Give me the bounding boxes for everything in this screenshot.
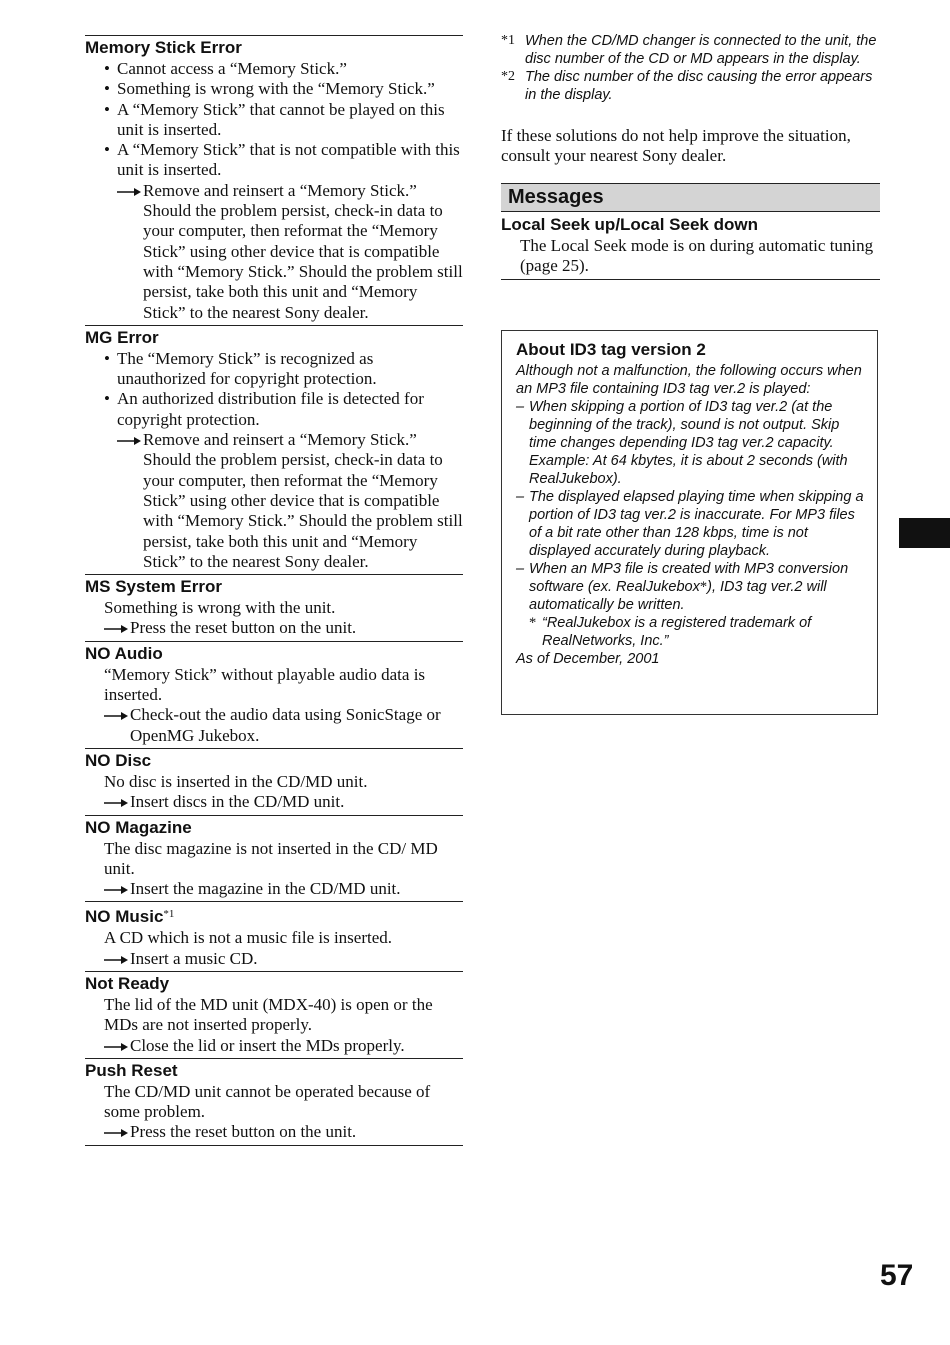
arrow-right-icon: [104, 1122, 130, 1137]
arrow-right-icon: [104, 792, 130, 807]
arrow-right-icon: [104, 705, 130, 720]
footnote-2: [501, 68, 880, 104]
arrow-right-icon: [104, 618, 130, 633]
remedy-line: [104, 618, 463, 638]
entry-no-audio: [85, 641, 463, 748]
entry-not-ready: [85, 971, 463, 1058]
cause-text: The CD/MD unit cannot be operated because of some problem.: [104, 1081, 431, 1122]
message-text: The Local Seek mode is on during automatic tuning (page 25).: [520, 235, 874, 275]
arrow-right-icon: [104, 949, 130, 964]
cause-bullet: • A “Memory Stick” that is not compatible with this unit is inserted.: [117, 140, 463, 181]
id3-info-box: [501, 330, 878, 715]
cause-bullet: • A “Memory Stick” that cannot be played on this unit is inserted.: [117, 100, 463, 141]
dash-mark: –: [516, 489, 525, 505]
entry-title: Memory Stick Error: [85, 38, 242, 57]
footnote-ref: *1: [163, 908, 175, 921]
section-thumb-tab: [899, 518, 950, 548]
cause-text: “Memory Stick” without playable audio data is inserted.: [104, 664, 426, 705]
cause-text: No disc is inserted in the CD/MD unit.: [104, 771, 368, 791]
footnote-mark: *2: [501, 69, 515, 84]
entry-title: Local Seek up/Local Seek down: [501, 214, 758, 234]
id3-item: [516, 560, 865, 614]
cause-text: Something is wrong with the unit.: [104, 598, 336, 618]
id3-item-text: When skipping a portion of ID3 tag ver.2 (at the beginning of the track), sound is not output. Skip time changes depending ID3 tag ver.2 capacity.: [529, 399, 840, 451]
remedy-text: Press the reset button on the unit.: [130, 1122, 357, 1142]
remedy-line: [104, 949, 463, 969]
entry-push-reset: [85, 1058, 463, 1146]
entry-title: NO Disc: [85, 750, 152, 770]
asterisk-ref: *: [699, 579, 708, 595]
id3-example: Example: At 64 kbytes, it is about 2 seconds (with RealJukebox).: [529, 453, 848, 487]
footnote-text: When the CD/MD changer is connected to the unit, the disc number of the CD or MD appears in the display.: [525, 33, 877, 67]
entry-local-seek: [501, 212, 880, 281]
remedy-text: Insert discs in the CD/MD unit.: [130, 792, 345, 812]
trademark-note: [516, 614, 865, 650]
trademark-text: “RealJukebox is a registered trademark of RealNetworks, Inc.”: [542, 615, 812, 649]
troubleshooting-list: [85, 35, 463, 1146]
cause-text: The disc magazine is not inserted in the CD/ MD unit.: [104, 838, 438, 878]
entry-no-disc: [85, 748, 463, 815]
arrow-right-icon: [104, 1036, 130, 1051]
id3-box-title: About ID3 tag version 2: [516, 340, 706, 359]
entry-title: MG Error: [85, 327, 159, 347]
date-note: As of December, 2001: [516, 651, 660, 667]
entry-title: NO Audio: [85, 643, 163, 663]
dash-mark: –: [516, 399, 525, 415]
id3-item-text: When an MP3 file is created with MP3 conversion software (ex. RealJukebox: [529, 561, 849, 595]
arrow-right-icon: [117, 430, 143, 445]
remedy-text: Insert the magazine in the CD/MD unit.: [130, 879, 401, 899]
remedy-text: Close the lid or insert the MDs properly.: [130, 1035, 405, 1055]
remedy-text: Check-out the audio data using SonicStage or OpenMG Jukebox.: [130, 705, 441, 745]
entry-mg-error: [85, 325, 463, 574]
cause-bullet: • The “Memory Stick” is recognized as unauthorized for copyright protection.: [117, 349, 463, 390]
remedy-line: [104, 1122, 463, 1142]
remedy-line: [104, 879, 463, 899]
entry-title-text: NO Music: [85, 907, 164, 927]
entry-title: MS System Error: [85, 577, 222, 597]
remedy-line: [104, 792, 463, 812]
remedy-line: [104, 1036, 463, 1056]
id3-item: [516, 488, 865, 560]
remedy-line: [117, 181, 463, 323]
id3-item-text-cont: ), ID3 tag ver.2 will automatically be written.: [529, 579, 827, 613]
remedy-text: Press the reset button on the unit.: [130, 618, 357, 638]
cause-text: The lid of the MD unit (MDX-40) is open or the MDs are not inserted properly.: [104, 994, 433, 1035]
cause-bullet: • An authorized distribution file is detected for copyright protection.: [117, 389, 463, 430]
id3-item-text: The displayed elapsed playing time when skipping a portion of ID3 tag ver.2 is inaccurate. For MP3 files of a bit rate other than 128 kbps, time is not displayed accurately during playback.: [529, 489, 864, 559]
advice-text: If these solutions do not help improve the situation, consult your nearest Sony dealer.: [501, 126, 851, 166]
cause-bullet: • Cannot access a “Memory Stick.”: [117, 59, 463, 79]
remedy-line: [117, 430, 463, 572]
id3-item: [516, 398, 865, 488]
footnote-1: [501, 32, 880, 68]
entry-title: [85, 903, 463, 928]
cause-text: A CD which is not a music file is inserted.: [104, 928, 393, 948]
remedy-text: Remove and reinsert a “Memory Stick.” Should the problem persist, check-in data to your computer, then reformat the “Memory Stick” using other device that is compatible with “Memory Stick.” Should the problem still persist, take both this unit and “Memory Stick” to the nearest Sony dealer.: [143, 430, 463, 571]
remedy-text: Remove and reinsert a “Memory Stick.” Should the problem persist, check-in data to your computer, then reformat the “Memory Stick” using other device that is compatible with “Memory Stick.” Should the problem still persist, take both this unit and “Memory Stick” to the nearest Sony dealer.: [143, 180, 463, 322]
entry-no-music: [85, 901, 463, 971]
id3-intro: Although not a malfunction, the following occurs when an MP3 file containing ID3 tag ver.2 is played:: [516, 363, 862, 397]
entry-ms-system-error: [85, 574, 463, 641]
entry-title: Not Ready: [85, 973, 170, 993]
messages-section-header: Messages: [501, 183, 880, 212]
dash-mark: –: [516, 561, 525, 577]
entry-memory-stick-error: [85, 35, 463, 325]
arrow-right-icon: [104, 879, 130, 894]
remedy-text: Insert a music CD.: [130, 948, 258, 968]
right-column: [501, 32, 880, 280]
entry-no-magazine: [85, 815, 463, 902]
cause-bullet: • Something is wrong with the “Memory Stick.”: [117, 79, 463, 99]
footnote-text: The disc number of the disc causing the error appears in the display.: [525, 69, 873, 103]
asterisk-mark: *: [529, 615, 537, 631]
page-number: 57: [880, 1259, 914, 1292]
remedy-line: [104, 705, 463, 746]
arrow-right-icon: [117, 181, 143, 196]
footnote-mark: *1: [501, 33, 515, 48]
entry-title: NO Magazine: [85, 817, 192, 837]
entry-title: Push Reset: [85, 1060, 178, 1080]
